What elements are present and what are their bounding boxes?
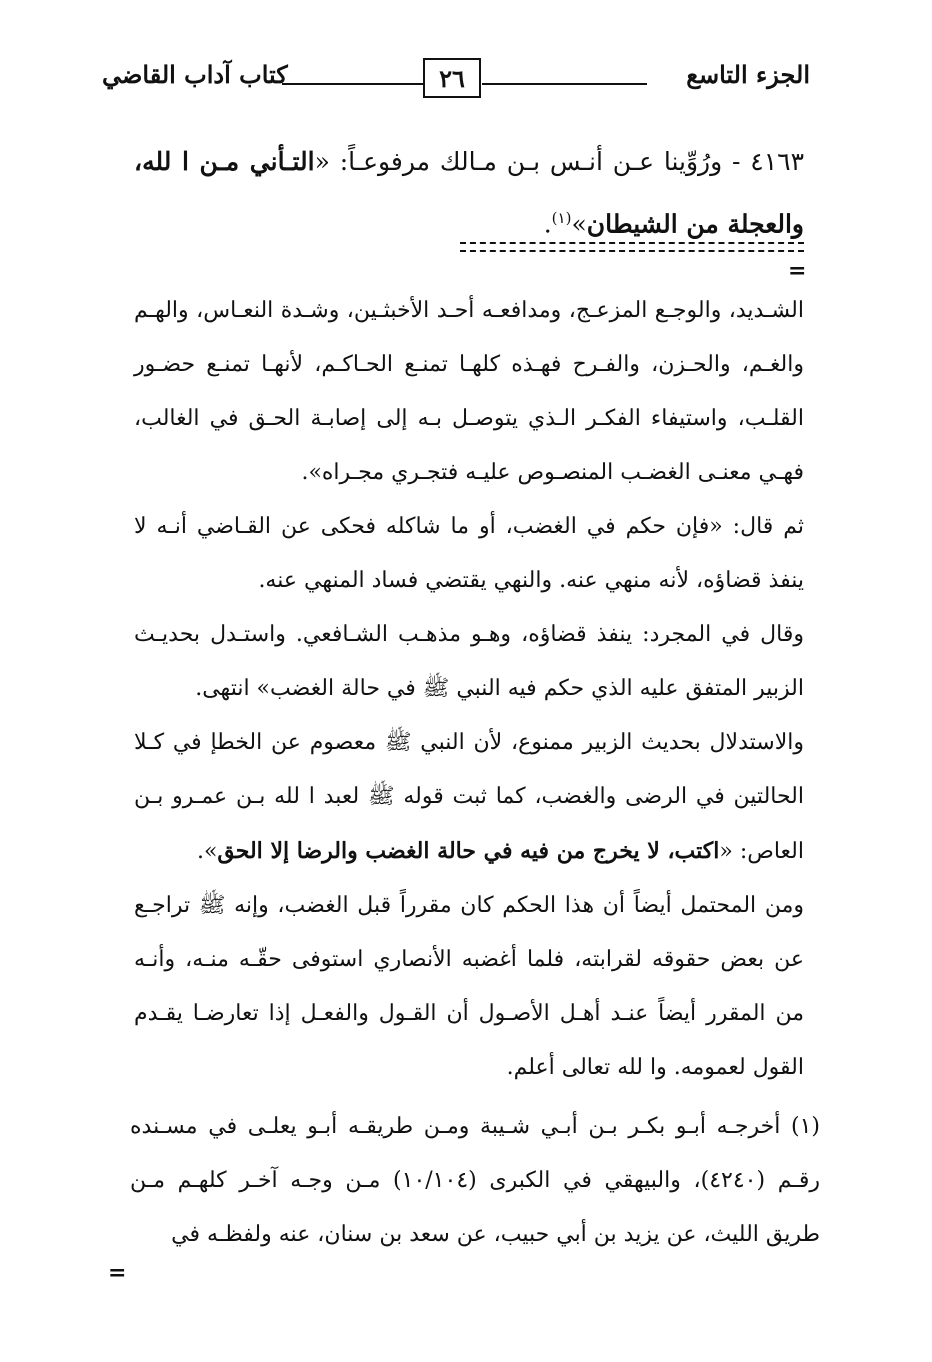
header-rule-left	[282, 83, 423, 85]
entry-intro: - ورُوِّينا عـن أنـس بـن مـالك مرفوعـاً: «	[314, 147, 751, 176]
footnote	[130, 1100, 820, 1262]
paragraph-4-text: والاستدلال بحديث الزبير ممنوع، لأن النبي ﷺ معصوم عن الخطإ في كـلا الحالتين في الرضى والغضب، كما ثبت قوله ﷺ لعبد ا لله بـن عمـرو بـن العاص: «	[134, 730, 804, 864]
entry-number: ٤١٦٣	[750, 147, 804, 176]
hadith-entry	[134, 134, 804, 252]
main-text	[134, 284, 804, 1095]
footnote-text: أخرجـه أبـو بكـر بـن أبـي شـيبة ومـن طريقـه أبـو يعلـى في مسـنده رقـم (٤٢٤٠)، والبيهقي في الكبرى (١٠/١٠٤) مـن وجـه آخـر كلهـم مـن طريق الليث، عن يزيد بن أبي حبيب، عن سعد بن سنان، عنه ولفظـه في	[130, 1114, 820, 1247]
paragraph-1: الشـديد، والوجـع المزعـج، ومدافعـه أحـد الأخبثـين، وشـدة النعـاس، والهـم والغـم، والحـزن، والفـرح فهـذه كلهـا تمنـع الحـاكـم، لأنهـا تمنـع حضـور القلـب، واستيفاء الفكـر الـذي يتوصـل بـه إلى إصابـة الحـق في الغالب، فهـي معنـى الغضـب المنصـوص عليـه فتجـري مجـراه».	[134, 298, 804, 485]
page-number: ٢٦	[439, 63, 465, 93]
continuation-dashes-bottom	[460, 250, 804, 252]
header-rule-right	[482, 83, 647, 85]
paragraph-4	[134, 716, 804, 879]
paragraph-2: ثم قال: «فإن حكم في الغضب، أو ما شاكله فحكى عن القـاضي أنـه لا ينفذ قضاؤه، لأنه منهي عنه. والنهي يقتضي فساد المنهي عنه.	[134, 514, 804, 593]
paragraph-4-quote: اكتب، لا يخرج من فيه في حالة الغضب والرضا إلا الحق	[217, 838, 720, 864]
continuation-dashes-top	[460, 242, 804, 244]
volume-label: الجزء التاسع	[686, 60, 810, 89]
entry-quote: التـأني مـن ا لله، والعجلة من الشيطان	[134, 147, 804, 239]
paragraph-3: وقال في المجرد: ينفذ قضاؤه، وهـو مذهـب الشـافعي. واستـدل بحديـث الزبير المتفق عليه الذي حكم فيه النبي ﷺ في حالة الغضب» انتهى.	[134, 622, 804, 701]
entry-end: .	[543, 209, 552, 239]
continuation-mark-bottom: =	[108, 1260, 127, 1286]
paragraph-5: ومن المحتمل أيضاً أن هذا الحكم كان مقرراً قبل الغضب، وإنه ﷺ تراجـع عن بعض حقوقه لقرابته، فلما أغضبه الأنصاري استوفى حقّـه منـه، وأنـه من المقرر أيضاً عنـد أهـل الأصـول أن القـول والفعـل إذا تعارضـا يقـدم القول لعمومه. وا لله تعالى أعلم.	[134, 893, 804, 1080]
page-number-box	[423, 58, 481, 98]
continuation-mark-top: =	[788, 258, 807, 284]
footnote-reference: (١)	[551, 209, 572, 227]
entry-quote-close: »	[571, 209, 587, 239]
book-title: كتاب آداب القاضي	[102, 60, 288, 89]
paragraph-4-end: ».	[196, 839, 218, 864]
footnote-marker: (١)	[790, 1114, 820, 1139]
